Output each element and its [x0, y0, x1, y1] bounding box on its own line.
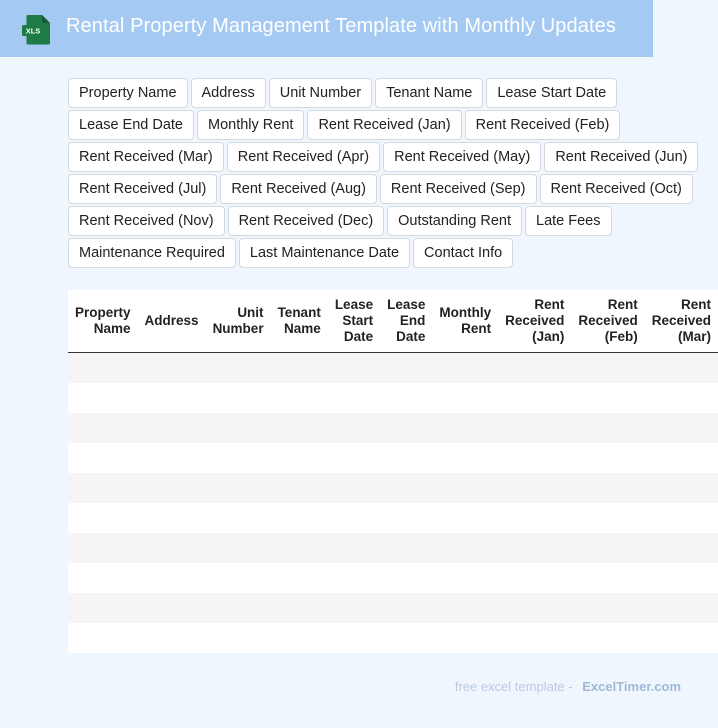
table-cell[interactable] [380, 533, 432, 563]
table-row [68, 353, 718, 384]
field-chip-rent-received-jul: Rent Received (Jul) [68, 174, 217, 204]
table-cell[interactable] [206, 353, 271, 384]
table-cell[interactable] [68, 353, 138, 384]
table-cell[interactable] [380, 383, 432, 413]
table-cell[interactable] [498, 413, 571, 443]
table-row [68, 413, 718, 443]
table-cell[interactable] [206, 533, 271, 563]
table-cell[interactable] [271, 593, 328, 623]
table-row [68, 383, 718, 413]
table-cell[interactable] [328, 443, 380, 473]
column-header-address: Address [138, 290, 206, 353]
table-cell[interactable] [271, 473, 328, 503]
field-chip-rent-received-oct: Rent Received (Oct) [540, 174, 693, 204]
table-cell[interactable] [68, 503, 138, 533]
table-cell[interactable] [571, 413, 644, 443]
table-cell[interactable] [380, 443, 432, 473]
field-chip-rent-received-dec: Rent Received (Dec) [228, 206, 385, 236]
table-cell[interactable] [432, 383, 498, 413]
table-row [68, 503, 718, 533]
table-cell[interactable] [645, 593, 718, 623]
table-cell[interactable] [328, 383, 380, 413]
table-row [68, 533, 718, 563]
field-chip-monthly-rent: Monthly Rent [197, 110, 304, 140]
field-chip-property-name: Property Name [68, 78, 188, 108]
table-cell[interactable] [328, 473, 380, 503]
column-header-monthly-rent: Monthly Rent [432, 290, 498, 353]
field-chip-rent-received-jan: Rent Received (Jan) [307, 110, 461, 140]
table-cell[interactable] [271, 563, 328, 593]
field-chip-contact-info: Contact Info [413, 238, 513, 268]
table-cell[interactable] [571, 443, 644, 473]
table-cell[interactable] [206, 503, 271, 533]
table-cell[interactable] [380, 593, 432, 623]
table-cell[interactable] [571, 473, 644, 503]
table-row [68, 563, 718, 593]
page-title: Rental Property Management Template with Monthly Updates [66, 15, 616, 37]
field-chip-rent-received-aug: Rent Received (Aug) [220, 174, 377, 204]
data-table [68, 290, 718, 653]
table-cell[interactable] [206, 623, 271, 653]
table-cell[interactable] [498, 383, 571, 413]
table-cell[interactable] [571, 533, 644, 563]
table-cell[interactable] [498, 353, 571, 384]
column-header-tenant-name: Tenant Name [271, 290, 328, 353]
table-cell[interactable] [271, 533, 328, 563]
table-cell[interactable] [498, 503, 571, 533]
table-cell[interactable] [571, 593, 644, 623]
table-row [68, 623, 718, 653]
table-cell[interactable] [645, 473, 718, 503]
table-cell[interactable] [571, 563, 644, 593]
table-cell[interactable] [571, 503, 644, 533]
table-cell[interactable] [432, 353, 498, 384]
table-cell[interactable] [68, 563, 138, 593]
table-cell[interactable] [498, 533, 571, 563]
field-chip-rent-received-may: Rent Received (May) [383, 142, 541, 172]
table-cell[interactable] [138, 533, 206, 563]
table-cell[interactable] [498, 563, 571, 593]
table-cell[interactable] [498, 593, 571, 623]
excel-file-icon [22, 14, 52, 45]
table-cell[interactable] [206, 593, 271, 623]
table-cell[interactable] [68, 413, 138, 443]
field-chip-late-fees: Late Fees [525, 206, 612, 236]
table-cell[interactable] [328, 533, 380, 563]
table-cell[interactable] [68, 623, 138, 653]
table-cell[interactable] [138, 353, 206, 384]
table-cell[interactable] [271, 383, 328, 413]
field-chip-tenant-name: Tenant Name [375, 78, 483, 108]
column-header-rent-received-feb: Rent Received (Feb) [571, 290, 644, 353]
column-header-lease-start-date: Lease Start Date [328, 290, 380, 353]
field-chip-rent-received-jun: Rent Received (Jun) [544, 142, 698, 172]
table-cell[interactable] [380, 473, 432, 503]
table-cell[interactable] [645, 383, 718, 413]
table-cell[interactable] [328, 563, 380, 593]
field-chip-list [68, 78, 702, 268]
table-cell[interactable] [68, 533, 138, 563]
field-chip-rent-received-mar: Rent Received (Mar) [68, 142, 224, 172]
footer-prefix: free excel template - [454, 679, 573, 694]
excel-icon-label: XLS [25, 26, 41, 36]
table-cell[interactable] [68, 473, 138, 503]
field-chip-address: Address [191, 78, 266, 108]
table-cell[interactable] [380, 503, 432, 533]
table-cell[interactable] [645, 413, 718, 443]
table-cell[interactable] [138, 503, 206, 533]
table-cell[interactable] [432, 623, 498, 653]
data-table-container [68, 290, 712, 653]
table-cell[interactable] [68, 383, 138, 413]
table-cell[interactable] [571, 623, 644, 653]
table-cell[interactable] [271, 353, 328, 384]
field-chip-maintenance-required: Maintenance Required [68, 238, 236, 268]
table-cell[interactable] [138, 473, 206, 503]
title-bar [0, 0, 653, 57]
table-cell[interactable] [432, 503, 498, 533]
table-cell[interactable] [271, 443, 328, 473]
field-chip-outstanding-rent: Outstanding Rent [387, 206, 522, 236]
field-chip-rent-received-nov: Rent Received (Nov) [68, 206, 225, 236]
table-cell[interactable] [645, 563, 718, 593]
table-cell[interactable] [380, 353, 432, 384]
table-cell[interactable] [138, 413, 206, 443]
table-cell[interactable] [206, 563, 271, 593]
table-row [68, 473, 718, 503]
table-cell[interactable] [432, 413, 498, 443]
table-cell[interactable] [328, 623, 380, 653]
table-cell[interactable] [432, 443, 498, 473]
table-cell[interactable] [206, 383, 271, 413]
table-cell[interactable] [380, 413, 432, 443]
table-cell[interactable] [380, 623, 432, 653]
column-header-rent-received-jan: Rent Received (Jan) [498, 290, 571, 353]
table-cell[interactable] [138, 623, 206, 653]
field-chip-lease-end-date: Lease End Date [68, 110, 194, 140]
table-cell[interactable] [138, 383, 206, 413]
table-cell[interactable] [138, 443, 206, 473]
column-header-lease-end-date: Lease End Date [380, 290, 432, 353]
table-cell[interactable] [68, 443, 138, 473]
table-cell[interactable] [68, 593, 138, 623]
field-chip-rent-received-feb: Rent Received (Feb) [465, 110, 621, 140]
table-cell[interactable] [271, 623, 328, 653]
field-chip-rent-received-sep: Rent Received (Sep) [380, 174, 537, 204]
table-cell[interactable] [271, 413, 328, 443]
footer [455, 679, 681, 694]
table-cell[interactable] [498, 473, 571, 503]
footer-brand-link[interactable]: ExcelTimer.com [582, 679, 681, 694]
table-row [68, 593, 718, 623]
table-cell[interactable] [328, 353, 380, 384]
table-cell[interactable] [432, 563, 498, 593]
table-cell[interactable] [571, 383, 644, 413]
column-header-rent-received-mar: Rent Received (Mar) [645, 290, 718, 353]
table-cell[interactable] [498, 623, 571, 653]
table-row [68, 443, 718, 473]
table-cell[interactable] [432, 533, 498, 563]
table-cell[interactable] [138, 593, 206, 623]
table-cell[interactable] [571, 353, 644, 384]
table-cell[interactable] [138, 563, 206, 593]
table-cell[interactable] [645, 443, 718, 473]
table-cell[interactable] [328, 593, 380, 623]
field-chip-unit-number: Unit Number [269, 78, 372, 108]
table-cell[interactable] [432, 473, 498, 503]
table-cell[interactable] [645, 623, 718, 653]
table-cell[interactable] [328, 503, 380, 533]
table-cell[interactable] [271, 503, 328, 533]
table-cell[interactable] [645, 503, 718, 533]
field-chip-last-maintenance-date: Last Maintenance Date [239, 238, 410, 268]
table-cell[interactable] [328, 413, 380, 443]
table-header-row [68, 290, 718, 353]
table-cell[interactable] [380, 563, 432, 593]
table-cell[interactable] [498, 443, 571, 473]
table-cell[interactable] [645, 353, 718, 384]
table-cell[interactable] [432, 593, 498, 623]
field-chip-lease-start-date: Lease Start Date [486, 78, 617, 108]
table-cell[interactable] [206, 473, 271, 503]
column-header-unit-number: Unit Number [206, 290, 271, 353]
table-cell[interactable] [206, 413, 271, 443]
field-chip-rent-received-apr: Rent Received (Apr) [227, 142, 380, 172]
table-cell[interactable] [645, 533, 718, 563]
table-cell[interactable] [206, 443, 271, 473]
column-header-property-name: Property Name [68, 290, 138, 353]
